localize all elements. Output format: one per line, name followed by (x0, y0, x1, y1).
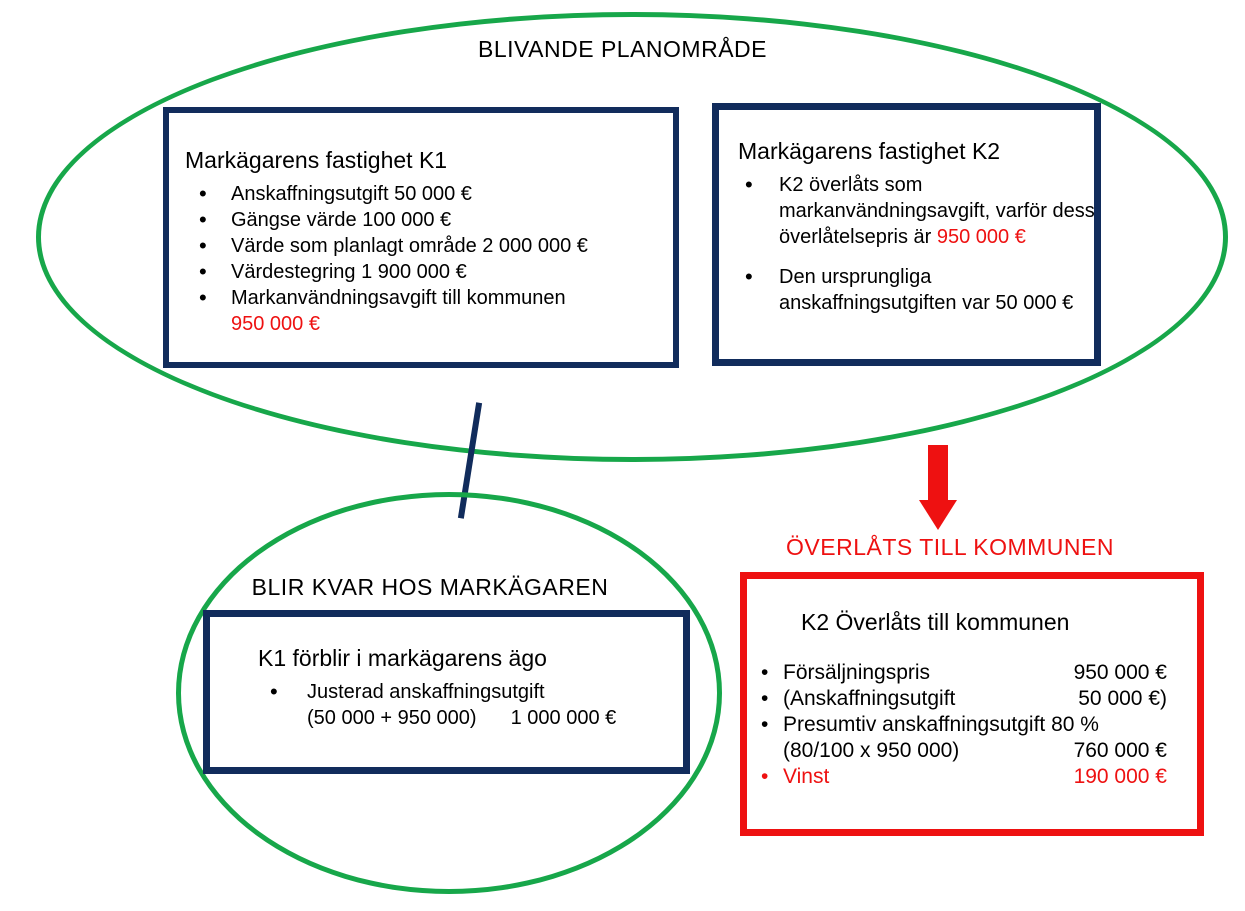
row-value: 50 000 €) (1078, 687, 1167, 710)
row-label: (Anskaffningsutgift (783, 687, 956, 710)
list-item: • Anskaffningsutgift 50 000 € (185, 181, 663, 207)
transfer-price-amount: 950 000 € (936, 226, 1026, 248)
property-k1-title: Markägarens fastighet K1 (185, 147, 448, 173)
row-value: 190 000 € (1073, 765, 1167, 788)
down-arrow-shaft (928, 445, 948, 501)
bullet-icon: • (761, 687, 769, 710)
k1-remains-box (203, 610, 690, 774)
k1-remains-title: K1 förblir i markägarens ägo (258, 645, 547, 671)
row-label: (80/100 x 950 000) (783, 739, 960, 762)
adjusted-acquisition-calc (307, 705, 673, 731)
bullet-icon: • (761, 661, 769, 684)
k1-remains-list (258, 679, 673, 731)
list-item (185, 285, 663, 337)
list-item-line: • Den ursprungliga (779, 266, 932, 288)
future-plan-area-title: BLIVANDE PLANOMRÅDE (478, 36, 767, 62)
table-row (757, 712, 1167, 738)
row-value: 950 000 € (1073, 661, 1167, 684)
table-row (757, 738, 1167, 764)
remains-with-landowner-title: BLIR KVAR HOS MARKÄGAREN (251, 574, 609, 600)
land-use-fee-amount: 950 000 € (231, 313, 320, 335)
list-item: • Värdestegring 1 900 000 € (185, 259, 663, 285)
property-k2-title: Markägarens fastighet K2 (738, 138, 1001, 164)
list-item-line (779, 224, 1097, 250)
down-arrow-head-icon (919, 500, 957, 530)
property-k1-list (185, 181, 663, 337)
list-item (258, 679, 673, 731)
calc-result: 1 000 000 € (510, 707, 617, 729)
adjusted-acquisition-label: • Justerad anskaffningsutgift (307, 681, 545, 703)
list-item-line: markanvändningsavgift, varför dess (779, 200, 1095, 222)
row-value: 760 000 € (1073, 739, 1167, 762)
row-label: Presumtiv anskaffningsutgift 80 % (783, 713, 1099, 736)
list-item-text: Markanvändningsavgift till kommunen (231, 287, 566, 309)
k2-transfer-title: K2 Överlåts till kommunen (801, 609, 1070, 635)
list-item: • Värde som planlagt område 2 000 000 € (185, 233, 663, 259)
calc-expression: (50 000 + 950 000) (307, 707, 477, 729)
list-item (738, 172, 1097, 250)
property-k2-box (712, 103, 1101, 366)
k2-transfer-box (740, 572, 1204, 836)
table-row-profit (757, 764, 1167, 790)
bullet-spacer (757, 738, 783, 764)
table-row (757, 686, 1167, 712)
property-k1-box (163, 107, 679, 368)
row-label: Vinst (783, 765, 830, 788)
table-row (757, 660, 1167, 686)
list-item: • Gängse värde 100 000 € (185, 207, 663, 233)
list-item-line: • K2 överlåts som (779, 174, 923, 196)
list-item-text: överlåtelsepris är (779, 226, 937, 248)
bullet-icon: • (761, 713, 769, 736)
transferred-to-municipality-title: ÖVERLÅTS TILL KOMMUNEN (786, 534, 1114, 560)
list-item (738, 264, 1097, 316)
property-k2-list (738, 172, 1094, 316)
row-label: Försäljningspris (783, 661, 931, 684)
bullet-icon: • (761, 765, 769, 788)
list-item-line: anskaffningsutgiften var 50 000 € (779, 292, 1074, 314)
